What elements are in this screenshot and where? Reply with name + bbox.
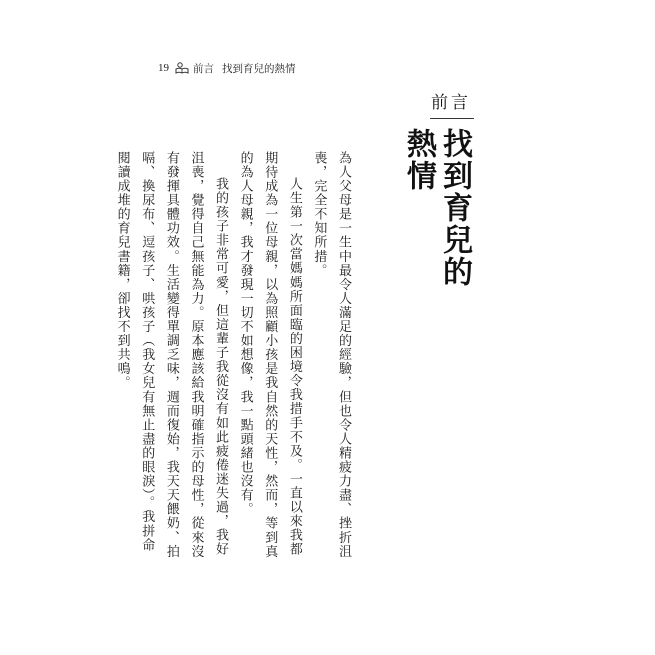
header-chapter-title: 找到育兒的熱情 (222, 62, 296, 75)
body-text (109, 151, 355, 561)
paragraph-3: 我的孩子非常可愛，但這輩子我從沒有如此疲倦迷失過，我好沮喪，覺得自己無能為力。原本應該給我明確指示的母性，從來沒有發揮具體功效。生活變得單調乏味，週而復始，我天天餵奶、拍嗝、換尿布、逗孩子、哄孩子（我女兒有無止盡的眼淚）。我拼命閱讀成堆的育兒書籍，卻找不到共鳴。 (114, 151, 229, 559)
running-header (158, 60, 296, 76)
section-label: 前言 (431, 93, 471, 113)
paragraph-1: 為人父母是一生中最令人滿足的經驗，但也令人精疲力盡、挫折沮喪，完全不知所措。 (311, 151, 351, 559)
chapter-title: 找到育兒的熱情 (401, 128, 472, 288)
section-divider (430, 118, 474, 119)
book-reading-icon (175, 62, 189, 74)
page-number: 19 (158, 62, 169, 74)
header-section-label: 前言 (193, 62, 214, 75)
paragraph-2: 人生第一次當媽媽所面臨的困境令我措手不及。一直以來我都期待成為一位母親，以為照顧小孩是我自然的天性，然而，等到真的為人母親，我才發現一切不如想像，我一點頭緒也沒有。 (237, 151, 302, 559)
